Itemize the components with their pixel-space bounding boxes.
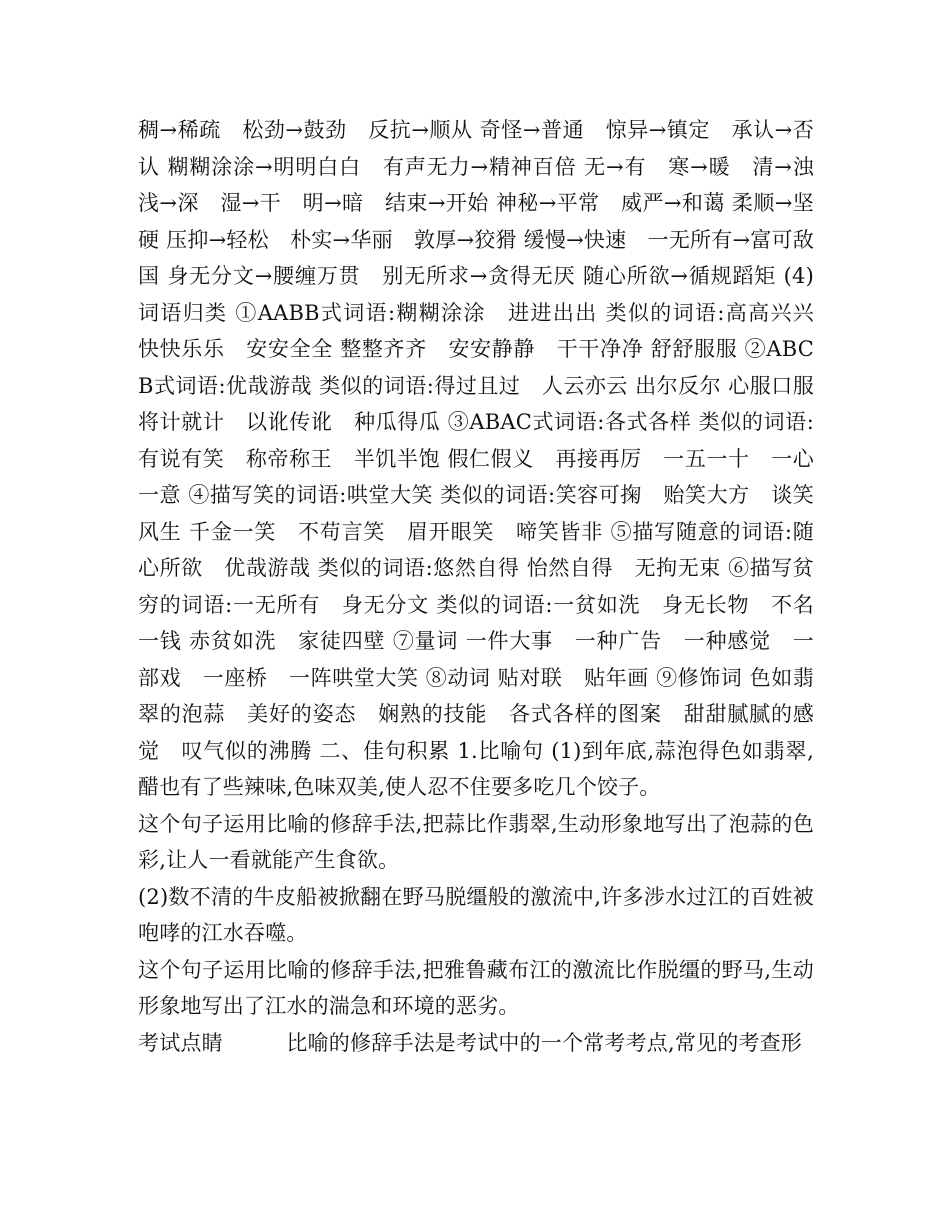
paragraph-exam-tip: 考试点睛 比喻的修辞手法是考试中的一个常考考点,常见的考查形 xyxy=(138,1030,803,1055)
document-body xyxy=(138,112,836,1061)
paragraph-vocabulary: 稠→稀疏 松劲→鼓劲 反抗→顺从 奇怪→普通 惊异→镇定 承认→否认 糊糊涂涂→明明白白 有声无力→精神百倍 无→有 寒→暖 清→浊 浅→深 湿→干 明→暗 结束→开始 神秘→平常 威严→和蔼 柔顺→坚硬 压抑→轻松 朴实→华丽 敦厚→狡猾 缓慢→快速 一无所有→富可敌国 身无分文→腰缠万贯 别无所求→贪得无厌 随心所欲→循规蹈矩 (4)词语归类 ①AABB式词语:糊糊涂涂 进进出出 类似的词语:高高兴兴 快快乐乐 安安全全 整整齐齐 安安静静 干干净净 舒舒服服 ②ABCB式词语:优哉游哉 类似的词语:得过且过 人云亦云 出尔反尔 心服口服 将计就计 以讹传讹 种瓜得瓜 ③ABAC式词语:各式各样 类似的词语:有说有笑 称帝称王 半饥半饱 假仁假义 再接再厉 一五一十 一心一意 ④描写笑的词语:哄堂大笑 类似的词语:笑容可掬 贻笑大方 谈笑风生 千金一笑 不苟言笑 眉开眼笑 啼笑皆非 ⑤描写随意的词语:随心所欲 优哉游哉 类似的词语:悠然自得 怡然自得 无拘无束 ⑥描写贫穷的词语:一无所有 身无分文 类似的词语:一贫如洗 身无长物 不名一钱 赤贫如洗 家徒四壁 ⑦量词 一件大事 一种广告 一种感觉 一部戏 一座桥 一阵哄堂大笑 ⑧动词 贴对联 贴年画 ⑨修饰词 色如翡翠的泡蒜 美好的姿态 娴熟的技能 各式各样的图案 甜甜腻腻的感觉 叹气似的沸腾 二、佳句积累 1.比喻句 (1)到年底,蒜泡得色如翡翠,醋也有了些辣味,色味双美,使人忍不住要多吃几个饺子。 xyxy=(138,118,836,799)
paragraph-simile-analysis-1: 这个句子运用比喻的修辞手法,把蒜比作翡翠,生动形象地写出了泡蒜的色彩,让人一看就能产生食欲。 xyxy=(138,811,814,872)
paragraph-simile-analysis-2: 这个句子运用比喻的修辞手法,把雅鲁藏布江的激流比作脱缰的野马,生动形象地写出了江水的湍急和环境的恶劣。 xyxy=(138,957,814,1018)
paragraph-simile-example-2: (2)数不清的牛皮船被掀翻在野马脱缰般的激流中,许多涉水过江的百姓被咆哮的江水吞噬。 xyxy=(138,884,814,945)
